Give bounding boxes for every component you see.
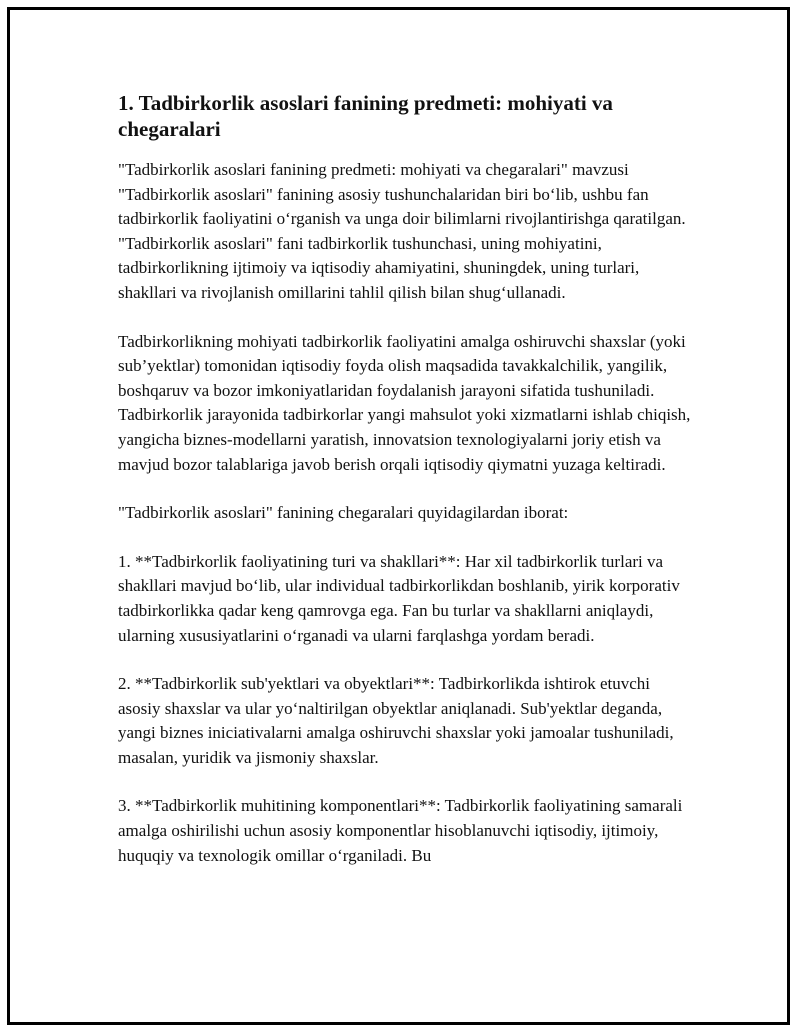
paragraph-intro: "Tadbirkorlik asoslari fanining predmeti: mohiyati va chegaralari" mavzusi "Tadbirkorlik asoslari" fanining asosiy tushunchalaridan biri bo‘lib, ushbu fan tadbirkorlik faoliyatini o‘rganish va unga doir bilimlarni rivojlantirishga qaratilgan. "Tadbirkorlik asoslari" fani tadbirkorlik tushunchasi, uning mohiyatini, tadbirkorlikning ijtimoiy va iqtisodiy ahamiyatini, shuningdek, uning turlari, shakllari va rivojlanish omillarini tahlil qilish bilan shug‘ullanadi.: [118, 160, 686, 302]
section-heading: 1. Tadbirkorlik asoslari fanining predmeti: mohiyati va chegaralari: [118, 91, 613, 141]
list-item-1: 1. **Tadbirkorlik faoliyatining turi va shakllari**: Har xil tadbirkorlik turlari va shakllari mavjud bo‘lib, ular individual tadbirkorlikdan boshlanib, yirik korporativ tadbirkorlikka qadar keng qamrovga ega. Fan bu turlar va shakllarni aniqlaydi, ularning xususiyatlarini o‘rganadi va ularni farqlashga yordam beradi.: [118, 551, 680, 645]
paragraph-boundaries-intro: "Tadbirkorlik asoslari" fanining chegaralari quyidagilardan iborat:: [118, 503, 569, 523]
document-body: [118, 90, 693, 892]
paragraph-essence: Tadbirkorlikning mohiyati tadbirkorlik faoliyatini amalga oshiruvchi shaxslar (yoki sub’yektlar) tomonidan iqtisodiy foyda olish maqsadida tavakkalchilik, yangilik, boshqaruv va bozor imkoniyatlaridan foydalanish jarayoni sifatida tushuniladi. Tadbirkorlik jarayonida tadbirkorlar yangi mahsulot yoki xizmatlarni ishlab chiqish, yangicha biznes-modellarni yaratish, innovatsion texnologiyalarni joriy etish va mavjud bozor talablariga javob berish orqali iqtisodiy qiymatni yuzaga keltiradi.: [118, 331, 691, 474]
list-item-2: 2. **Tadbirkorlik sub'yektlari va obyektlari**: Tadbirkorlikda ishtirok etuvchi asosiy shaxslar va ular yo‘naltirilgan obyektlar aniqlanadi. Sub'yektlar deganda, yangi biznes iniciativalarni amalga oshiruvchi shaxslar yoki jamoalar tushuniladi, masalan, yuridik va jismoniy shaxslar.: [118, 674, 674, 767]
list-item-3: 3. **Tadbirkorlik muhitining komponentlari**: Tadbirkorlik faoliyatining samarali amalga oshirilishi uchun asosiy komponentlar hisoblanuvchi iqtisodiy, ijtimoiy, huquqiy va texnologik omillar o‘rganiladi. Bu: [118, 796, 683, 865]
